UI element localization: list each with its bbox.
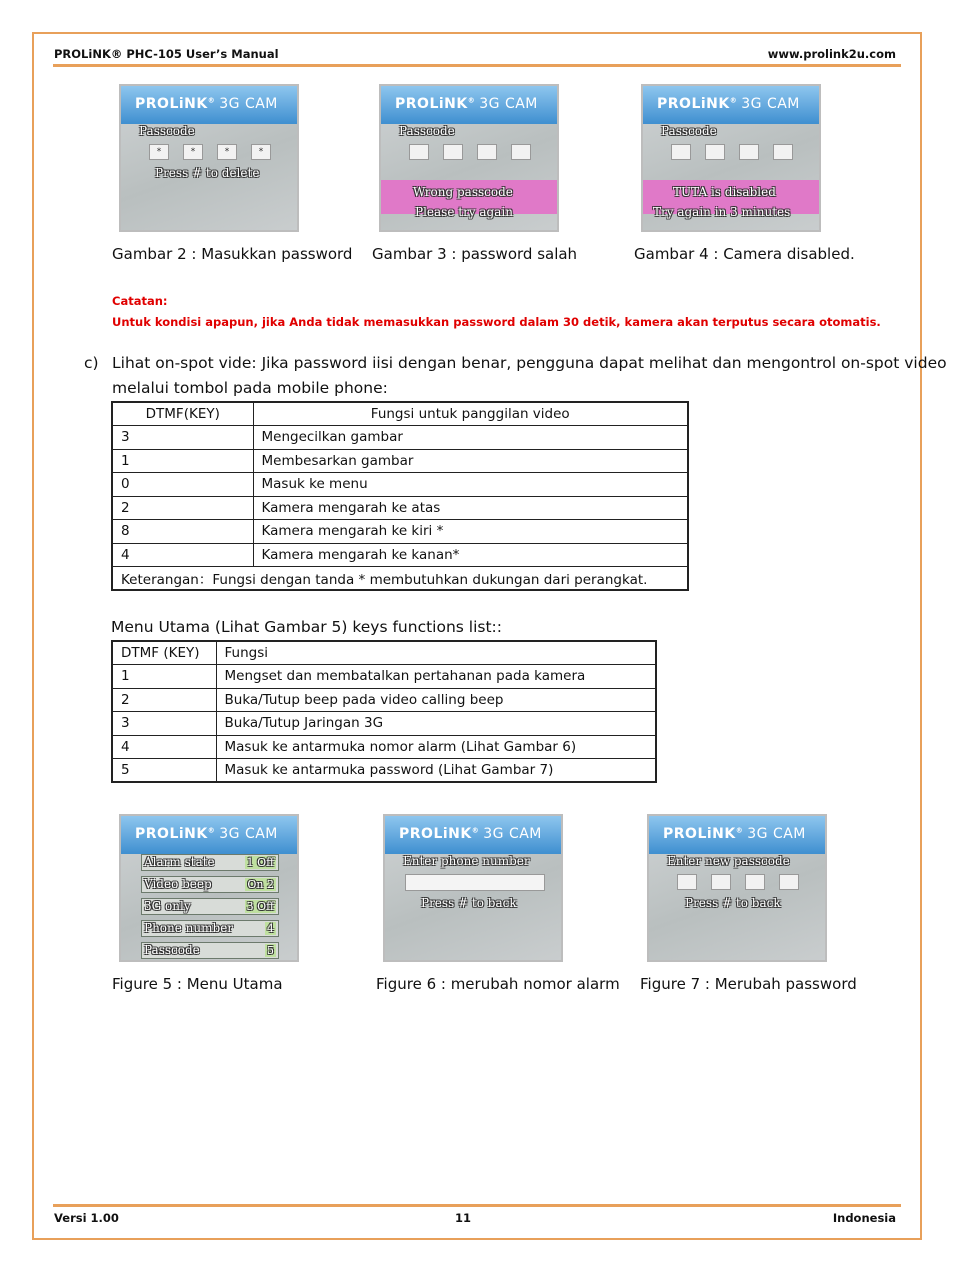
table-cell-key: 4 (112, 735, 216, 759)
table-header-cell: DTMF(KEY) (112, 402, 253, 426)
menu-item-label: Passcode (144, 943, 200, 957)
table-cell-function: Kamera mengarah ke kanan* (253, 543, 688, 567)
table-row (112, 759, 656, 783)
passcode-digit-4 (779, 874, 799, 890)
passcode-digit-3 (745, 874, 765, 890)
phone-number-label: Enter phone number (403, 854, 530, 868)
table-cell-function: Kamera mengarah ke atas (253, 496, 688, 520)
passcode-hint: Press # to delete (155, 166, 260, 180)
menu-item-3g-only (141, 898, 279, 915)
passcode-digit-2: * (183, 144, 203, 160)
table-row (112, 543, 688, 567)
passcode-digit-2 (443, 144, 463, 160)
table-row (112, 665, 656, 689)
table-row (112, 449, 688, 473)
table-cell-function: Buka/Tutup beep pada video calling beep (216, 688, 656, 712)
note-body: Untuk kondisi apapun, jika Anda tidak memasukkan password dalam 30 detik, kamera akan terputus secara otomatis. (112, 315, 881, 329)
menu-item-value: On 2 (247, 878, 274, 891)
caption-figure-5: Figure 5 : Menu Utama (112, 975, 283, 993)
footer-version: Versi 1.00 (54, 1211, 119, 1225)
table-cell-key: 2 (112, 496, 253, 520)
table-header-cell: Fungsi untuk panggilan video (253, 402, 688, 426)
menu-item-passcode (141, 942, 279, 959)
menu-item-label: 3G only (144, 899, 191, 913)
table-header-row (112, 402, 688, 426)
note-title: Catatan: (112, 294, 168, 308)
header-rule (53, 64, 901, 67)
table-row (112, 688, 656, 712)
page-number: 11 (455, 1211, 472, 1225)
table-cell-function: Mengecilkan gambar (253, 426, 688, 450)
table-cell-function: Mengset dan membatalkan pertahanan pada kamera (216, 665, 656, 689)
back-hint: Press # to back (685, 896, 781, 910)
passcode-digit-2 (711, 874, 731, 890)
menu-item-value: 1 Off (246, 856, 274, 869)
caption-gambar-2: Gambar 2 : Masukkan password (112, 245, 353, 263)
prolink-logo: PROLiNK® 3G CAM (657, 96, 800, 112)
passcode-digit-1 (671, 144, 691, 160)
table-cell-key: 1 (112, 449, 253, 473)
passcode-digit-1 (677, 874, 697, 890)
menu-item-video-beep (141, 876, 279, 893)
header-title: PROLiNK® PHC-105 User’s Manual (54, 47, 279, 61)
table-cell-key: 4 (112, 543, 253, 567)
menu-item-value: 4 (267, 922, 274, 935)
caption-gambar-3: Gambar 3 : password salah (372, 245, 578, 263)
table-row (112, 473, 688, 497)
prolink-logo: PROLiNK® 3G CAM (395, 96, 538, 112)
error-message-2: Please try again (415, 205, 513, 219)
footer-language: Indonesia (832, 1211, 896, 1225)
screen-phone-number (383, 814, 563, 962)
passcode-label: Passcode (399, 124, 455, 138)
menu-item-label: Phone number (144, 921, 234, 935)
screen-camera-disabled (641, 84, 821, 232)
table-header-cell: DTMF (KEY) (112, 641, 216, 665)
caption-gambar-4: Gambar 4 : Camera disabled. (634, 245, 855, 263)
video-call-dtmf-table (111, 401, 689, 591)
table-row (112, 735, 656, 759)
table-row (112, 426, 688, 450)
menu-item-value: 3 Off (246, 900, 274, 913)
prolink-logo: PROLiNK® 3G CAM (663, 826, 806, 842)
table-cell-key: 2 (112, 688, 216, 712)
passcode-digit-3 (739, 144, 759, 160)
screen-main-menu (119, 814, 299, 962)
passcode-digit-2 (705, 144, 725, 160)
menu-heading: Menu Utama (Lihat Gambar 5) keys functions list:: (111, 618, 502, 636)
table-cell-key: 3 (112, 712, 216, 736)
table-cell-function: Masuk ke antarmuka password (Lihat Gambar 7) (216, 759, 656, 783)
new-passcode-label: Enter new passcode (667, 854, 790, 868)
disabled-message-1: TUTA is disabled (673, 185, 776, 199)
table-cell-function: Masuk ke menu (253, 473, 688, 497)
back-hint: Press # to back (421, 896, 517, 910)
table-cell-key: 5 (112, 759, 216, 783)
table-cell-key: 1 (112, 665, 216, 689)
passcode-digit-3: * (217, 144, 237, 160)
caption-figure-6: Figure 6 : merubah nomor alarm (376, 975, 620, 993)
passcode-label: Passcode (661, 124, 717, 138)
section-c-line-1: Lihat on-spot vide: Jika password iisi dengan benar, pengguna dapat melihat dan mengontrol on-spot video (112, 354, 947, 372)
passcode-digit-4: * (251, 144, 271, 160)
footer-rule (53, 1204, 901, 1207)
menu-item-phone-number (141, 920, 279, 937)
passcode-label: Passcode (139, 124, 195, 138)
screen-new-passcode (647, 814, 827, 962)
table-footnote: Keterangan：Fungsi dengan tanda * membutuhkan dukungan dari perangkat. (112, 567, 688, 591)
passcode-digit-1 (409, 144, 429, 160)
phone-number-input (405, 874, 545, 891)
table-header-row (112, 641, 656, 665)
table-cell-key: 3 (112, 426, 253, 450)
table-cell-function: Membesarkan gambar (253, 449, 688, 473)
table-cell-function: Kamera mengarah ke kiri * (253, 520, 688, 544)
prolink-logo: PROLiNK® 3G CAM (135, 826, 278, 842)
table-footnote-row (112, 567, 688, 591)
table-row (112, 712, 656, 736)
passcode-digit-4 (773, 144, 793, 160)
disabled-message-2: Try again in 3 minutes (653, 205, 791, 219)
menu-item-alarm-state (141, 854, 279, 871)
error-message-1: Wrong passcode (413, 185, 513, 199)
caption-figure-7: Figure 7 : Merubah password (640, 975, 857, 993)
table-row (112, 496, 688, 520)
table-cell-function: Masuk ke antarmuka nomor alarm (Lihat Gambar 6) (216, 735, 656, 759)
prolink-logo: PROLiNK® 3G CAM (135, 96, 278, 112)
menu-item-label: Alarm state (144, 855, 215, 869)
main-menu-keys-table (111, 640, 657, 783)
menu-item-value: 5 (267, 944, 274, 957)
passcode-digit-1: * (149, 144, 169, 160)
screen-enter-passcode (119, 84, 299, 232)
table-cell-key: 0 (112, 473, 253, 497)
prolink-logo: PROLiNK® 3G CAM (399, 826, 542, 842)
table-header-cell: Fungsi (216, 641, 656, 665)
passcode-digit-4 (511, 144, 531, 160)
list-marker-c: c) (84, 354, 99, 372)
table-cell-key: 8 (112, 520, 253, 544)
table-cell-function: Buka/Tutup Jaringan 3G (216, 712, 656, 736)
screen-wrong-passcode (379, 84, 559, 232)
table-row (112, 520, 688, 544)
header-website: www.prolink2u.com (767, 47, 896, 61)
section-c-line-2: melalui tombol pada mobile phone: (112, 379, 388, 397)
menu-item-label: Video beep (144, 877, 212, 891)
passcode-digit-3 (477, 144, 497, 160)
